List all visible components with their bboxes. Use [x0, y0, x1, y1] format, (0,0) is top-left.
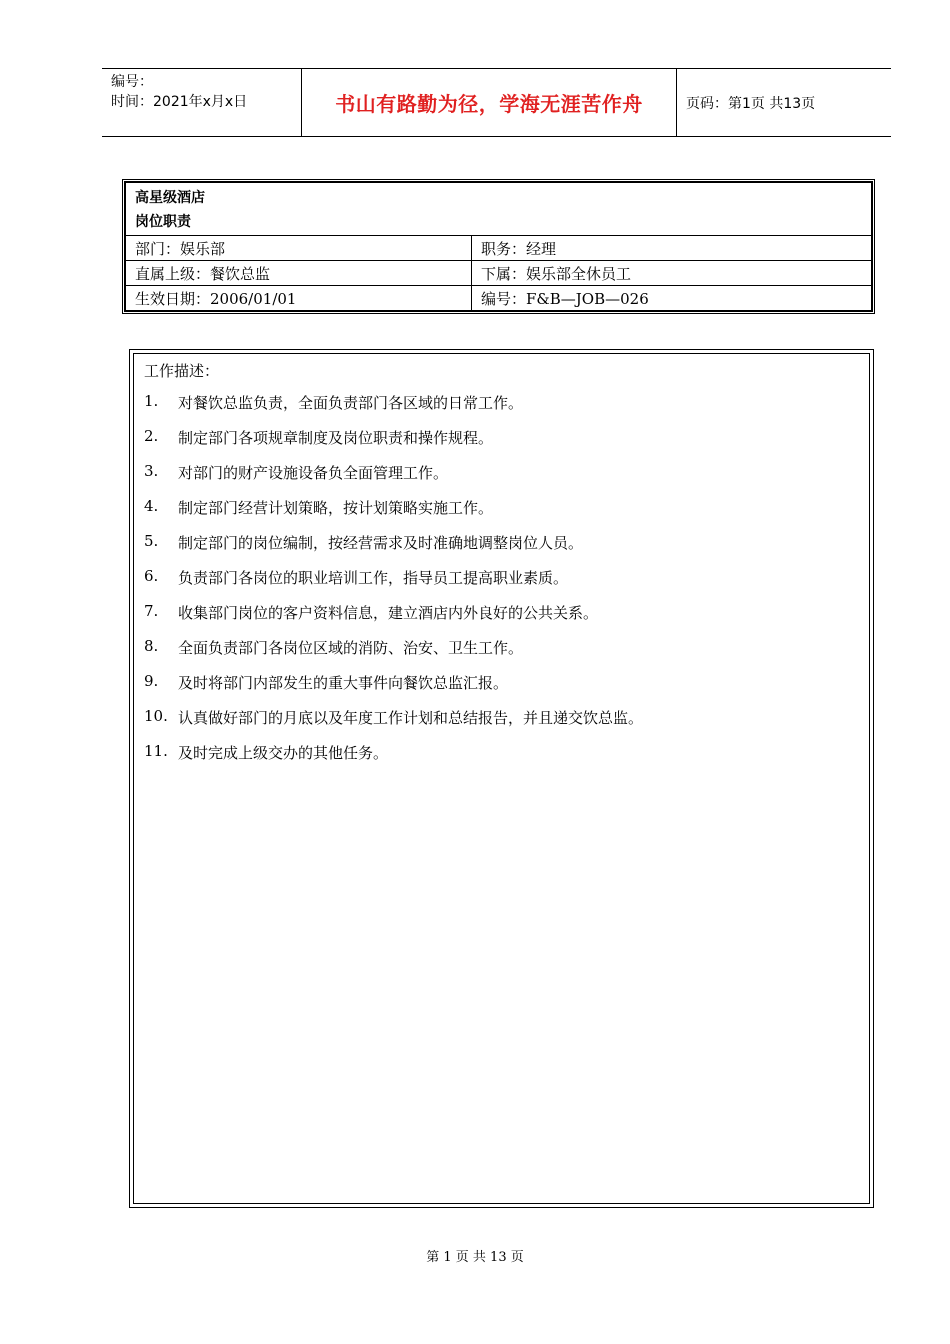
- supervisor-cell: 直属上级：餐饮总监: [125, 261, 472, 286]
- list-item: [144, 532, 859, 567]
- item-text: 认真做好部门的月底以及年度工作计划和总结报告，并且递交饮总监。: [178, 709, 644, 727]
- list-item: [144, 427, 859, 462]
- item-number: 11.: [144, 742, 168, 760]
- subordinates-cell: 下属：娱乐部全休员工: [472, 261, 873, 286]
- list-item: [144, 742, 859, 777]
- number-label: 编号：: [111, 74, 153, 90]
- company-title: 高星级酒店: [135, 190, 205, 206]
- item-number: 10.: [144, 707, 168, 725]
- item-text: 收集部门岗位的客户资料信息，建立酒店内外良好的公共关系。: [178, 604, 599, 622]
- list-item: [144, 392, 859, 427]
- item-number: 4.: [144, 497, 159, 515]
- item-text: 对餐饮总监负责，全面负责部门各区域的日常工作。: [178, 394, 524, 412]
- item-number: 9.: [144, 672, 159, 690]
- header-meta: [102, 69, 302, 136]
- page-footer: 第 1 页 共 13 页: [426, 1250, 524, 1265]
- item-number: 1.: [144, 392, 159, 410]
- list-item: [144, 567, 859, 602]
- list-item: [144, 707, 859, 742]
- effective-date-cell: 生效日期：2006/01/01: [125, 286, 472, 312]
- header-page-info: 页码：第1页 共13页: [686, 95, 816, 112]
- list-item: [144, 497, 859, 532]
- item-text: 全面负责部门各岗位区域的消防、治安、卫生工作。: [178, 639, 524, 657]
- item-text: 制定部门的岗位编制，按经营需求及时准确地调整岗位人员。: [178, 534, 584, 552]
- list-item: [144, 637, 859, 672]
- item-text: 制定部门经营计划策略，按计划策略实施工作。: [178, 499, 494, 517]
- item-text: 负责部门各岗位的职业培训工作，指导员工提高职业素质。: [178, 569, 569, 587]
- table-title: [125, 182, 872, 236]
- page-header: [102, 68, 891, 137]
- job-description-box: [129, 349, 874, 1208]
- list-item: [144, 462, 859, 497]
- list-item: [144, 602, 859, 637]
- job-info-table: [124, 181, 873, 312]
- item-number: 6.: [144, 567, 159, 585]
- item-text: 及时完成上级交办的其他任务。: [178, 744, 389, 762]
- table-row: [125, 286, 872, 312]
- item-text: 制定部门各项规章制度及岗位职责和操作规程。: [178, 429, 494, 447]
- item-text: 及时将部门内部发生的重大事件向餐饮总监汇报。: [178, 674, 509, 692]
- department-cell: 部门：娱乐部: [125, 236, 472, 261]
- table-row: [125, 261, 872, 286]
- item-number: 3.: [144, 462, 159, 480]
- position-cell: 职务：经理: [472, 236, 873, 261]
- item-number: 7.: [144, 602, 159, 620]
- list-item: [144, 672, 859, 707]
- job-description-inner: [133, 353, 870, 1204]
- time-label: 时间：2021年x月x日: [111, 94, 248, 110]
- header-motto: 书山有路勤为径，学海无涯苦作舟: [302, 69, 677, 136]
- description-label: 工作描述：: [144, 362, 220, 380]
- table-row: [125, 236, 872, 261]
- code-cell: 编号：F&B—JOB—026: [472, 286, 873, 312]
- document-title: 岗位职责: [135, 214, 191, 230]
- item-number: 5.: [144, 532, 159, 550]
- item-number: 2.: [144, 427, 159, 445]
- item-text: 对部门的财产设施设备负全面管理工作。: [178, 464, 449, 482]
- item-number: 8.: [144, 637, 159, 655]
- duty-list: [144, 392, 859, 777]
